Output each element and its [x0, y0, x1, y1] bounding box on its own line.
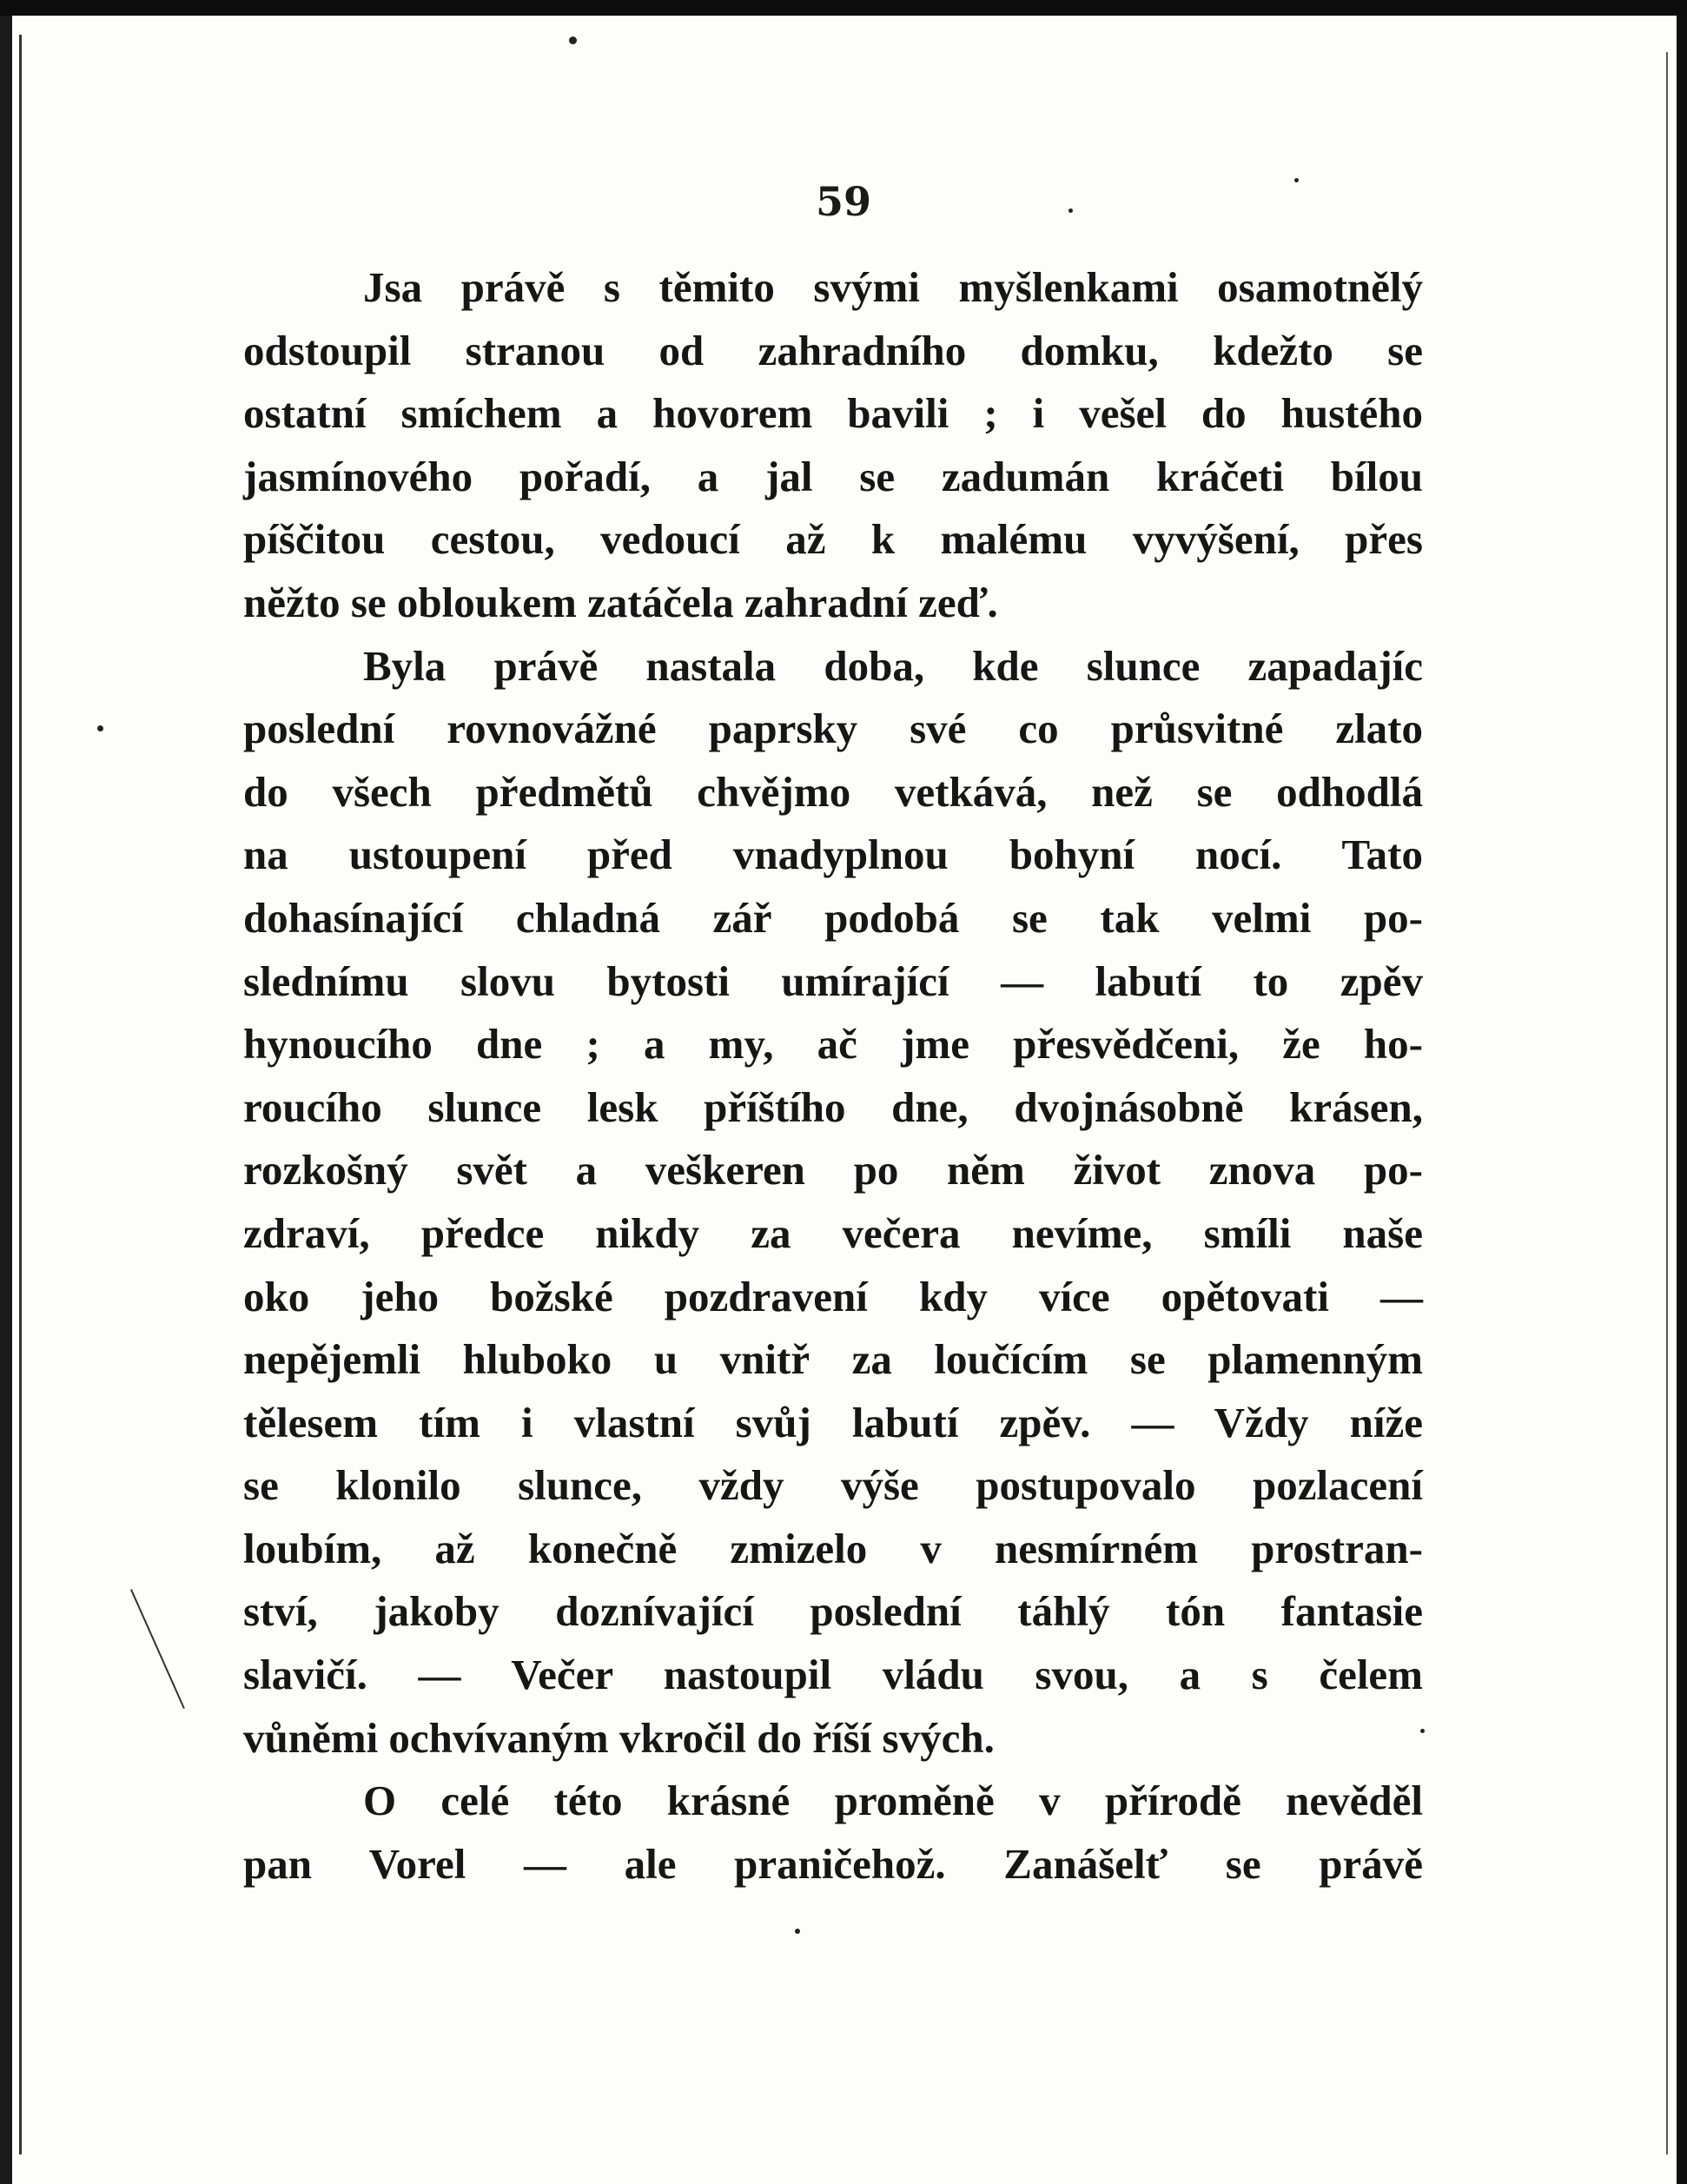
scan-speck [795, 1929, 800, 1934]
paragraph [243, 635, 1423, 1770]
page-number: 59 [815, 178, 871, 225]
text-line: dohasínající chladná zář podobá se tak velmi po- [243, 893, 1423, 942]
text-line: oko jeho božské pozdravení kdy více opětovati — [243, 1272, 1423, 1320]
text-line: nepějemli hluboko u vnitř za loučícím se plamenným [243, 1335, 1423, 1384]
text-line: nĕžto se obloukem zatáčela zahradní zeď. [243, 578, 998, 626]
text-line: jasmínového pořadí, a jal se zadumán kráčeti bílou [243, 452, 1423, 500]
body-text [243, 256, 1423, 1896]
scan-speck [569, 36, 577, 44]
text-line: zdraví, předce nikdy za večera nevíme, smíli naše [243, 1208, 1423, 1257]
text-line: se klonilo slunce, vždy výše postupovalo pozlacení [243, 1461, 1423, 1510]
text-line: odstoupil stranou od zahradního domku, kdežto se [243, 326, 1423, 374]
text-line: poslední rovnovážné paprsky své co průsvitné zlato [243, 705, 1423, 753]
text-line: pan Vorel — ale praničehož. Zanášelť se právě [243, 1839, 1423, 1888]
text-line: hynoucího dne ; a my, ač jme přesvědčeni, že ho- [243, 1020, 1423, 1069]
text-line: O celé této krásné proměně v přírodě nevěděl [363, 1777, 1423, 1825]
scan-speck [97, 725, 103, 731]
text-line: ství, jakoby doznívající poslední táhlý tón fantasie [243, 1587, 1423, 1636]
text-line: tělesem tím i vlastní svůj labutí zpěv. — Vždy níže [243, 1398, 1423, 1446]
scan-scratch [130, 1589, 185, 1709]
text-line: ostatní smíchem a hovorem bavili ; i vešel do hustého [243, 389, 1423, 438]
text-line: slednímu slovu bytosti umírající — labutí to zpěv [243, 956, 1423, 1005]
text-line: vůněmi ochvívaným vkročil do říší svých. [243, 1713, 995, 1762]
scan-left-line [19, 35, 22, 2154]
text-line: do všech předmětů chvějmo vetkává, než se odhodlá [243, 767, 1423, 816]
text-line: Jsa právě s těmito svými myšlenkami osamotnělý [363, 263, 1423, 311]
text-line: na ustoupení před vnadyplnou bohyní nocí. Tato [243, 831, 1423, 879]
text-line: Byla právě nastala doba, kde slunce zapadajíc [363, 641, 1423, 690]
scan-left-edge [0, 16, 12, 2184]
text-line: slavičí. — Večer nastoupil vládu svou, a s čelem [243, 1651, 1423, 1699]
text-line: rozkošný svět a veškeren po něm život znova po- [243, 1146, 1423, 1195]
paragraph [243, 256, 1423, 635]
paragraph [243, 1770, 1423, 1896]
scan-right-line [1666, 52, 1668, 2154]
text-line: píščitou cestou, vedoucí až k malému vyvýšení, přes [243, 515, 1423, 564]
text-line: loubím, až konečně zmizelo v nesmírném prostran- [243, 1524, 1423, 1572]
text-line: roucího slunce lesk příštího dne, dvojnásobně krásen, [243, 1082, 1423, 1131]
scan-right-edge [1677, 16, 1687, 2184]
scan-top-border [0, 0, 1687, 16]
